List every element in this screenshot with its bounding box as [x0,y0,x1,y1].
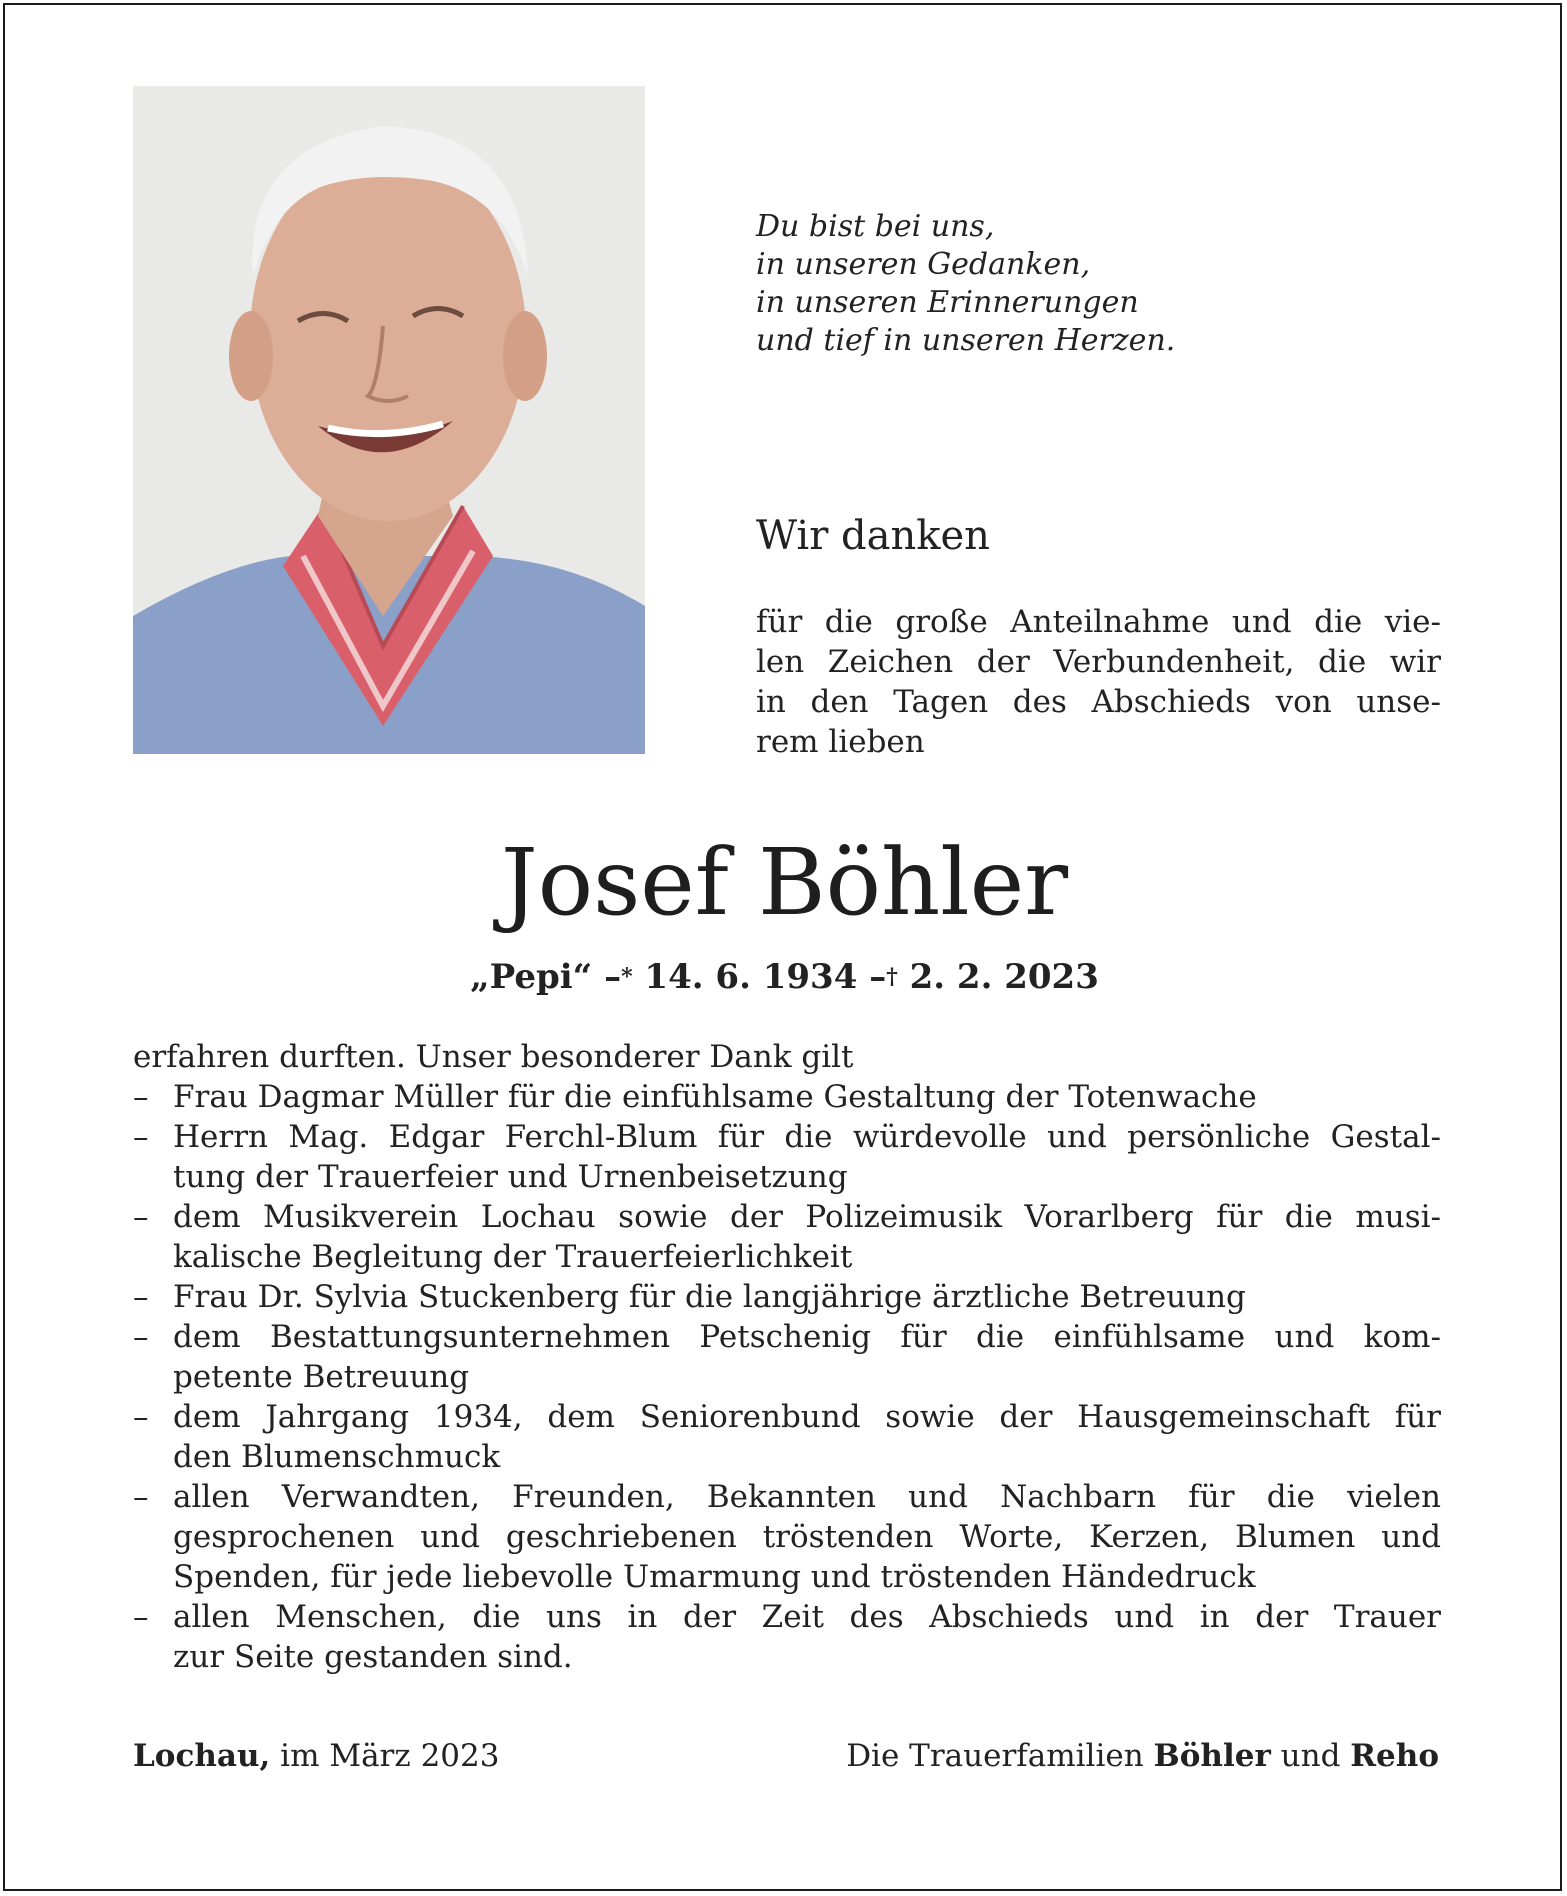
separator: – [869,957,887,997]
list-item-line: den Blumenschmuck [173,1439,501,1475]
list-item-line: kalische Begleitung der Trauerfeierlichkeit [173,1239,853,1275]
dash: – [133,1199,149,1235]
nickname: „Pepi“ [470,957,593,997]
poem-line: in unseren Gedanken, [756,247,1091,282]
family-name: Böhler [1153,1738,1271,1774]
birth-mark: * [621,964,633,990]
list-item-line: Frau Dr. Sylvia Stuckenberg für die langjährige ärztliche Betreuung [173,1279,1246,1315]
memorial-poem [756,208,1175,360]
intro-line: für die große Anteilnahme und die vie- [756,604,1441,640]
death-date: 2. 2. 2023 [909,957,1099,997]
life-dates [5,955,1564,999]
separator: – [604,957,622,997]
list-item [133,1197,1441,1277]
signature-families [846,1736,1439,1776]
list-item-line: zur Seite gestanden sind. [173,1639,573,1675]
date: im März 2023 [280,1738,500,1774]
thanks-intro [756,602,1441,762]
intro-line: len Zeichen der Verbundenheit, die wir [756,644,1441,680]
list-item [133,1277,1441,1317]
list-item [133,1397,1441,1477]
dash: – [133,1279,149,1315]
list-item-line: Spenden, für jede liebevolle Umarmung und tröstenden Händedruck [173,1559,1256,1595]
list-item-line: allen Menschen, die uns in der Zeit des Abschieds und in der Trauer [173,1599,1441,1635]
deceased-name: Josef Böhler [500,829,1069,936]
intro-line: in den Tagen des Abschieds von unse- [756,684,1441,720]
dash: – [133,1119,149,1155]
poem-line: in unseren Erinnerungen [756,285,1139,320]
list-item-line: tung der Trauerfeier und Urnenbeisetzung [173,1159,848,1195]
dash: – [133,1079,149,1115]
dash: – [133,1599,149,1635]
list-item-line: allen Verwandten, Freunden, Bekannten und Nachbarn für die vielen [173,1479,1441,1515]
list-item-line: dem Bestattungsunternehmen Petschenig für die einfühlsame und kom- [173,1319,1441,1355]
place: Lochau, [133,1738,271,1774]
list-item-line: gesprochenen und geschriebenen tröstenden Worte, Kerzen, Blumen und [173,1519,1441,1555]
dash: – [133,1319,149,1355]
portrait-illustration [133,86,645,754]
conjunction: und [1280,1738,1341,1774]
list-item [133,1597,1441,1677]
portrait-photo [133,86,645,754]
thanks-heading: Wir danken [756,513,990,559]
death-mark: † [886,964,898,990]
list-item-line: Herrn Mag. Edgar Ferchl-Blum für die würdevolle und persönliche Gestal- [173,1119,1441,1155]
thanks-body [133,1037,1441,1677]
obituary-page [3,3,1562,1891]
list-item-line: petente Betreuung [173,1359,470,1395]
list-item-line: dem Jahrgang 1934, dem Seniorenbund sowie der Hausgemeinschaft für [173,1399,1441,1435]
intro-line: rem lieben [756,724,925,760]
poem-line: Du bist bei uns, [756,209,995,244]
list-item-line: dem Musikverein Lochau sowie der Polizeimusik Vorarlberg für die musi- [173,1199,1441,1235]
thanks-list [133,1077,1441,1677]
body-lead: erfahren durften. Unser besonderer Dank gilt [133,1039,854,1075]
list-item [133,1117,1441,1197]
families-prefix: Die Trauerfamilien [846,1738,1144,1774]
list-item [133,1077,1441,1117]
poem-line: und tief in unseren Herzen. [756,323,1176,358]
birth-date: 14. 6. 1934 [644,957,858,997]
list-item [133,1317,1441,1397]
family-name: Reho [1350,1738,1439,1774]
place-date [133,1736,499,1776]
dash: – [133,1399,149,1435]
dash: – [133,1479,149,1515]
list-item [133,1477,1441,1597]
list-item-line: Frau Dagmar Müller für die einfühlsame Gestaltung der Totenwache [173,1079,1257,1115]
